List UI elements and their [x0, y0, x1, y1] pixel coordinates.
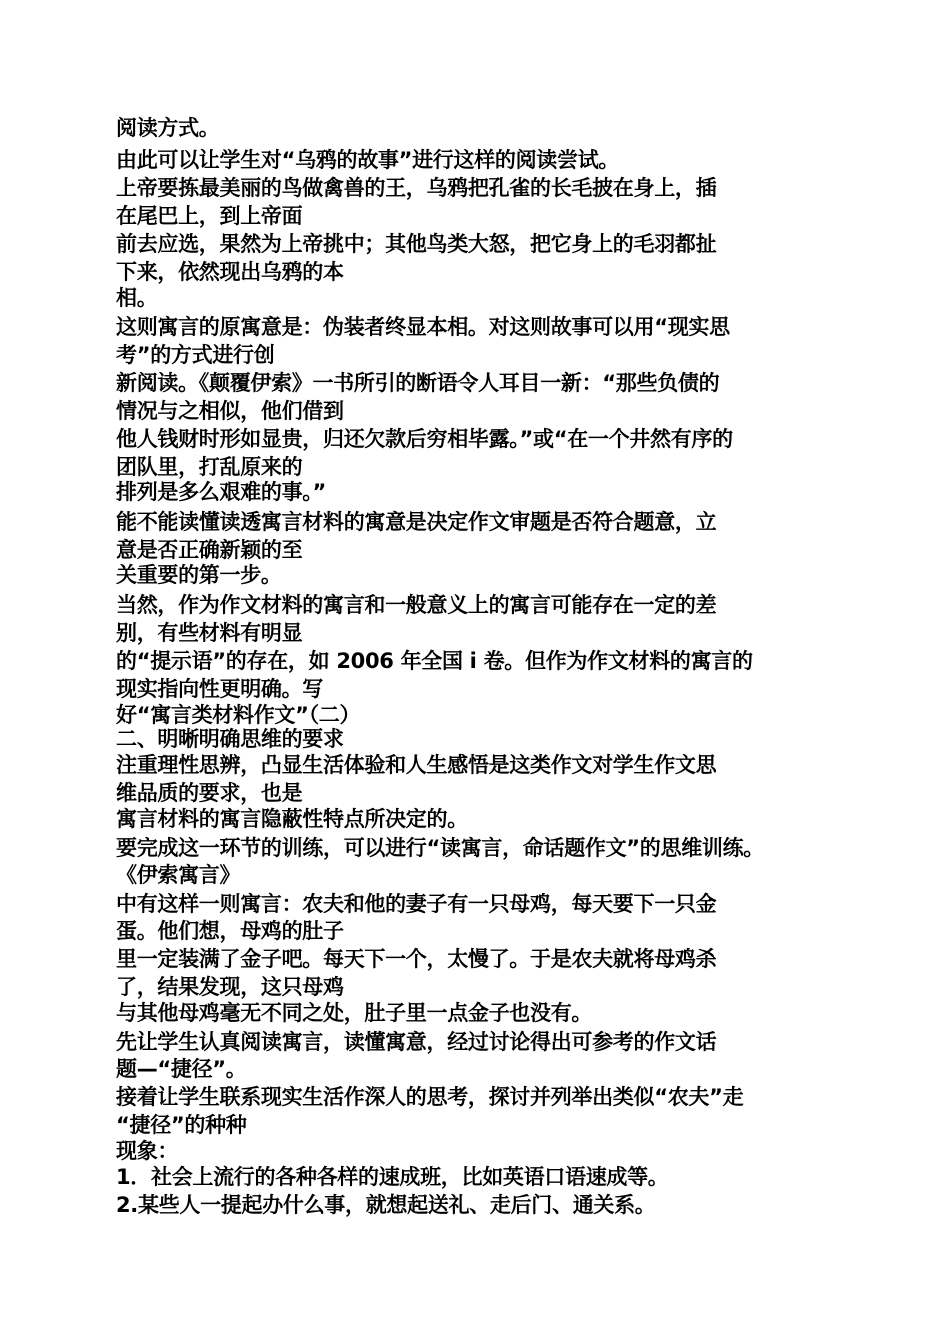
text-line: 前去应选，果然为上帝挑中；其他鸟类大怒，把它身上的毛羽都扯 — [116, 232, 717, 256]
text-line: 要完成这一环节的训练，可以进行“读寓言，命话题作文”的思维训练。 — [116, 836, 765, 860]
text-line: 接着让学生联系现实生活作深人的思考，探讨并列举出类似“农夫”走 — [116, 1085, 744, 1109]
text-line: 先让学生认真阅读寓言，读懂寓意，经过讨论得出可参考的作文话 — [116, 1030, 717, 1054]
text-line: 当然，作为作文材料的寓言和一般意义上的寓言可能存在一定的差 — [116, 593, 717, 617]
text-line: 好“寓言类材料作文”（二） — [116, 703, 361, 727]
text-line: 情况与之相似，他们借到 — [116, 399, 344, 423]
text-line: 能不能读懂读透寓言材料的寓意是决定作文审题是否符合题意，立 — [116, 510, 717, 534]
text-line: 下来，依然现出乌鸦的本 — [116, 260, 344, 284]
text-line: 题—“捷径”。 — [116, 1057, 247, 1081]
text-line: 上帝要拣最美丽的鸟做禽兽的王，乌鸦把孔雀的长毛披在身上，插 — [116, 176, 717, 200]
text-line: 关重要的第一步。 — [116, 563, 282, 587]
text-line: 维品质的要求，也是 — [116, 781, 303, 805]
text-line: 与其他母鸡毫无不同之处，肚子里一点金子也没有。 — [116, 1001, 593, 1025]
text-line: 《伊索寓言》 — [116, 863, 241, 887]
text-line: 里一定装满了金子吧。每天下一个，太慢了。于是农夫就将母鸡杀 — [116, 947, 717, 971]
text-line: 由此可以让学生对“乌鸦的故事”进行这样的阅读尝试。 — [116, 148, 620, 172]
text-line: 相。 — [116, 286, 158, 310]
text-line: 的“提示语”的存在，如 2006 年全国 i 卷。但作为作文材料的寓言的 — [116, 649, 753, 673]
text-line: 新阅读。《颠覆伊索》一书所引的断语令人耳目一新：“那些负债的 — [116, 371, 720, 395]
text-line: 意是否正确新颖的至 — [116, 538, 303, 562]
section-heading: 二、明晰明确思维的要求 — [116, 727, 344, 751]
text-line: 团队里，打乱原来的 — [116, 455, 303, 479]
text-line: 现象： — [116, 1139, 179, 1163]
text-line: “捷径”的种种 — [116, 1113, 247, 1137]
text-line: 了，结果发现，这只母鸡 — [116, 975, 344, 999]
text-line: 别，有些材料有明显 — [116, 621, 303, 645]
text-line: 在尾巴上，到上帝面 — [116, 204, 303, 228]
text-line: 蛋。他们想，母鸡的肚子 — [116, 919, 344, 943]
text-line: 阅读方式。 — [116, 116, 220, 140]
list-item: 2.某些人一提起办什么事，就想起送礼、走后门、通关系。 — [116, 1193, 656, 1217]
text-line: 考”的方式进行创 — [116, 343, 275, 367]
text-line: 这则寓言的原寓意是：伪装者终显本相。对这则故事可以用“现实思 — [116, 315, 730, 339]
text-line: 排列是多么艰难的事。” — [116, 480, 327, 504]
text-line: 现实指向性更明确。写 — [116, 677, 323, 701]
text-line: 中有这样一则寓言：农夫和他的妻子有一只母鸡，每天要下一只金 — [116, 892, 717, 916]
list-item: 1．社会上流行的各种各样的速成班，比如英语口语速成等。 — [116, 1165, 669, 1189]
text-line: 他人钱财时形如显贵，归还欠款后穷相毕露。”或“在一个井然有序的 — [116, 427, 733, 451]
text-line: 注重理性思辨，凸显生活体验和人生感悟是这类作文对学生作文思 — [116, 753, 717, 777]
text-line: 寓言材料的寓言隐蔽性特点所决定的。 — [116, 807, 468, 831]
